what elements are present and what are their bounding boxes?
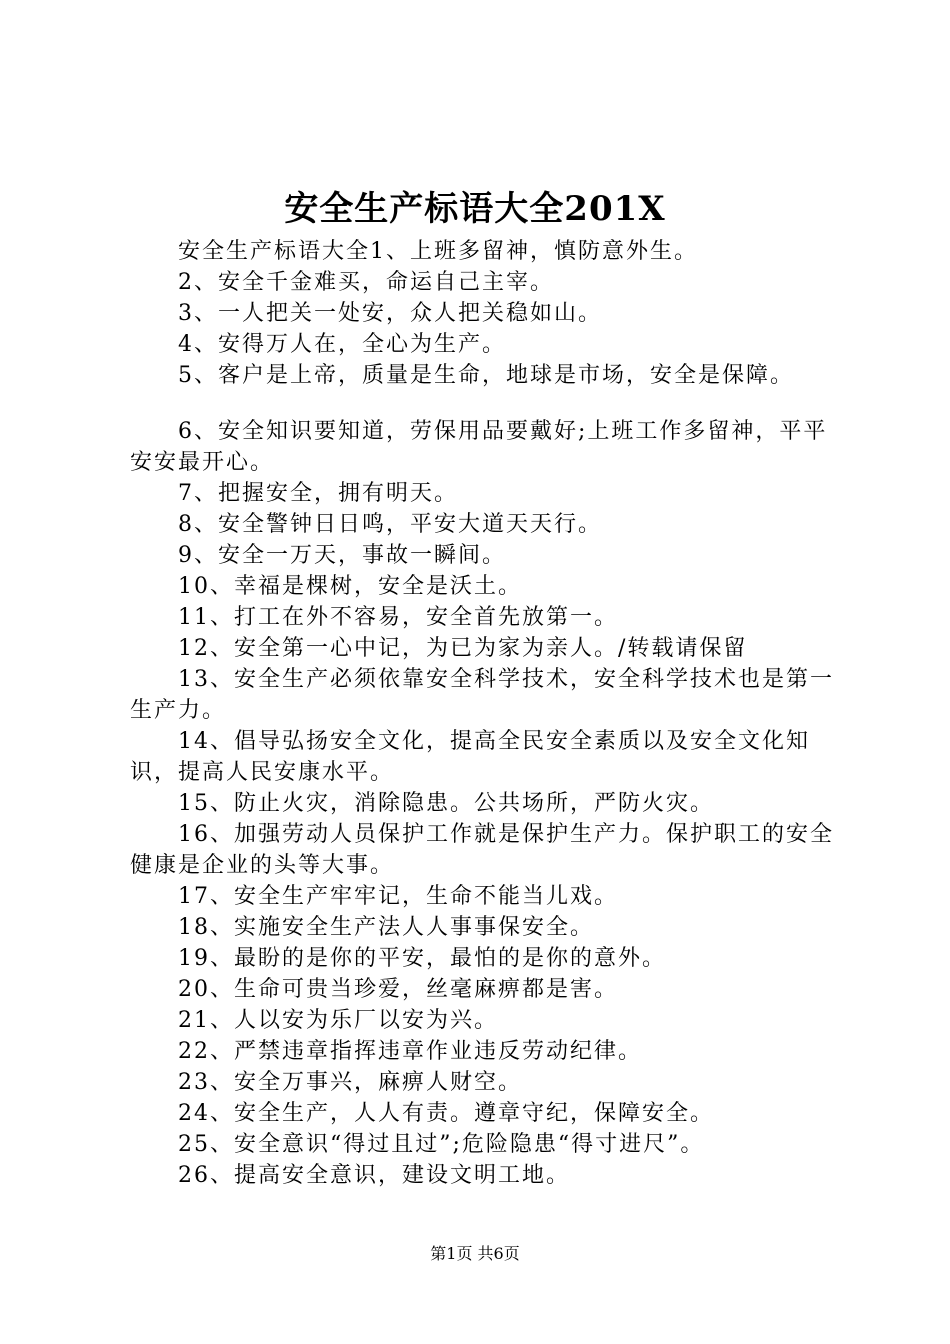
paragraph-2: 2、安全千金难买，命运自己主宰。 bbox=[178, 270, 554, 295]
paragraph-13: 13、安全生产必须依靠安全科学技术，安全科学技术也是第一生产力。 bbox=[130, 667, 834, 723]
page-footer: 第1页 共6页 bbox=[430, 1244, 520, 1263]
paragraph-22: 22、严禁违章指挥违章作业违反劳动纪律。 bbox=[178, 1039, 642, 1064]
paragraph-4: 4、安得万人在，全心为生产。 bbox=[178, 332, 506, 357]
document-title: 安全生产标语大全201X bbox=[284, 189, 666, 229]
paragraph-17: 17、安全生产牢牢记，生命不能当儿戏。 bbox=[178, 884, 618, 909]
paragraph-23: 23、安全万事兴，麻痹人财空。 bbox=[178, 1070, 522, 1095]
paragraph-9: 9、安全一万天，事故一瞬间。 bbox=[178, 543, 506, 568]
paragraph-10: 10、幸福是棵树，安全是沃土。 bbox=[178, 574, 522, 599]
paragraph-5: 5、客户是上帝，质量是生命，地球是市场，安全是保障。 bbox=[178, 363, 794, 388]
paragraph-7: 7、把握安全，拥有明天。 bbox=[178, 481, 458, 506]
paragraph-21: 21、人以安为乐厂以安为兴。 bbox=[178, 1008, 498, 1033]
paragraph-gap bbox=[130, 391, 840, 416]
paragraph-19: 19、最盼的是你的平安，最怕的是你的意外。 bbox=[178, 946, 666, 971]
paragraph-25: 25、安全意识“得过且过”;危险隐患“得寸进尺”。 bbox=[178, 1132, 705, 1157]
paragraph-3: 3、一人把关一处安，众人把关稳如山。 bbox=[178, 301, 602, 326]
paragraph-18: 18、实施安全生产法人人事事保安全。 bbox=[178, 915, 594, 940]
document-body bbox=[130, 236, 840, 1191]
paragraph-11: 11、打工在外不容易，安全首先放第一。 bbox=[178, 605, 618, 630]
paragraph-6: 6、安全知识要知道，劳保用品要戴好;上班工作多留神，平平安安最开心。 bbox=[130, 419, 828, 475]
paragraph-1: 安全生产标语大全1、上班多留神，慎防意外生。 bbox=[178, 239, 698, 264]
paragraph-20: 20、生命可贵当珍爱，丝毫麻痹都是害。 bbox=[178, 977, 618, 1002]
paragraph-12: 12、安全第一心中记，为已为家为亲人。/转载请保留 bbox=[178, 636, 748, 661]
paragraph-24: 24、安全生产，人人有责。遵章守纪，保障安全。 bbox=[178, 1101, 714, 1126]
paragraph-16: 16、加强劳动人员保护工作就是保护生产力。保护职工的安全健康是企业的头等大事。 bbox=[130, 822, 834, 878]
paragraph-15: 15、防止火灾，消除隐患。公共场所，严防火灾。 bbox=[178, 791, 714, 816]
paragraph-14: 14、倡导弘扬安全文化，提高全民安全素质以及安全文化知识，提高人民安康水平。 bbox=[130, 729, 810, 785]
paragraph-26: 26、提高安全意识，建设文明工地。 bbox=[178, 1163, 570, 1188]
paragraph-8: 8、安全警钟日日鸣，平安大道天天行。 bbox=[178, 512, 602, 537]
